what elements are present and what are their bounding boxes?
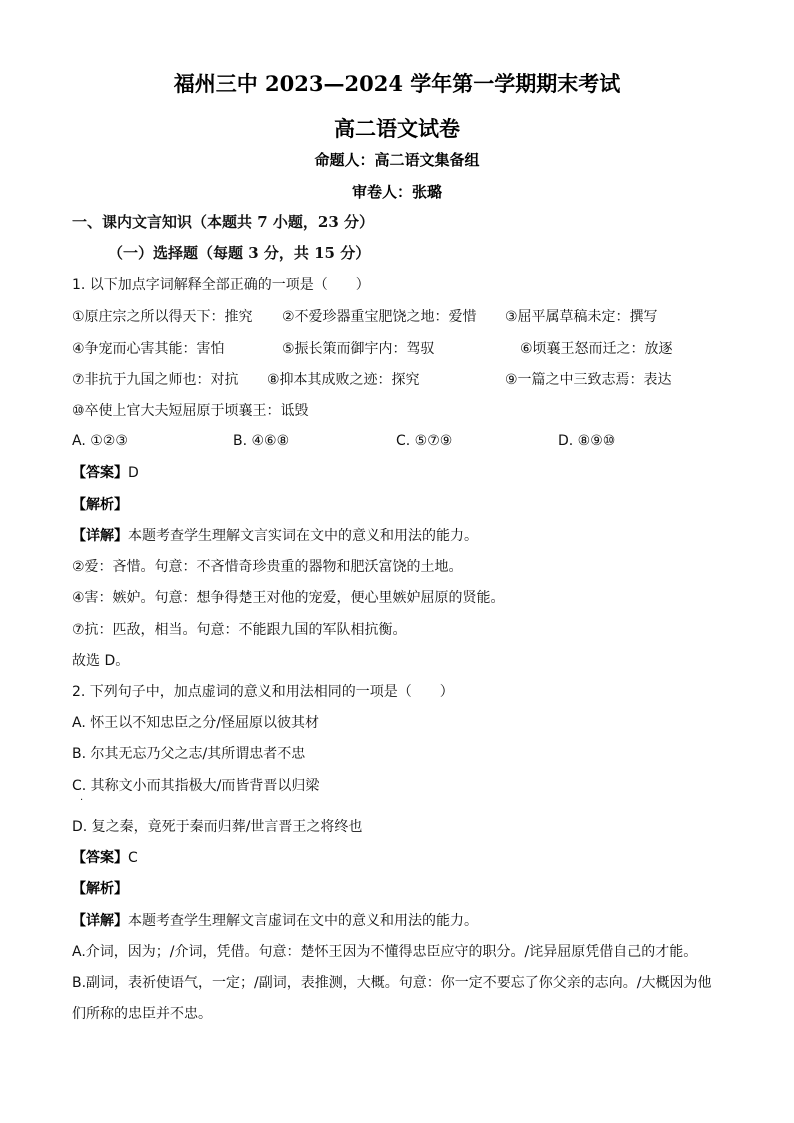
q1-answer-line — [72, 464, 139, 482]
analysis-label: 【解析】 — [72, 881, 128, 897]
detail-tag: 【详解】 — [72, 528, 128, 544]
q2-option-d: D. 复之秦，竟死于秦而归葬/世言晋王之将终也 — [72, 819, 363, 835]
q1-item: ⑩卒使上官大夫短屈原于顷襄王：诋毁 — [72, 403, 309, 419]
q2-stem: 2. 下列句子中，加点虚词的意义和用法相同的一项是（ ） — [72, 684, 454, 700]
q1-item: ①原庄宗之所以得天下：推究 — [72, 309, 253, 325]
q1-note: ④害：嫉妒。句意：想争得楚王对他的宠爱，便心里嫉妒屈原的贤能。 — [72, 590, 505, 606]
subsection-heading: （一）选择题（每题 3 分，共 15 分） — [108, 244, 371, 262]
answer-tag: 【答案】 — [72, 850, 128, 866]
q1-item: ⑨一篇之中三致志焉：表达 — [505, 372, 672, 388]
q1-item: ⑥顷襄王怒而迁之：放逐 — [520, 341, 673, 357]
analysis-tag — [72, 496, 128, 514]
q1-item: ⑦非抗于九国之师也：对抗 — [72, 372, 239, 388]
q1-stem: 1. 以下加点字词解释全部正确的一项是（ ） — [72, 277, 370, 293]
answer-value: C — [128, 850, 138, 866]
q1-item: ③屈平属草稿未定：撰写 — [505, 309, 658, 325]
q1-note: ②爱：吝惜。句意：不吝惜奇珍贵重的器物和肥沃富饶的土地。 — [72, 559, 463, 575]
q1-option-a: A. ①②③ — [72, 433, 128, 449]
q2-note: B.副词，表祈使语气，一定；/副词，表推测，大概。句意：你一定不要忘了你父亲的志向。/大概因为他 — [72, 975, 712, 991]
q1-option-b: B. ④⑥⑧ — [233, 433, 290, 449]
q2-detail-line — [72, 912, 478, 930]
q1-detail-line — [72, 527, 478, 545]
q1-item: ②不爱珍器重宝肥饶之地：爱惜 — [282, 309, 477, 325]
q2-option-c: C. 其称文小而其指极大/而皆背晋以归梁 — [72, 778, 320, 794]
analysis-label: 【解析】 — [72, 497, 128, 513]
emphasis-dot: · — [80, 795, 84, 806]
detail-text: 本题考查学生理解文言实词在文中的意义和用法的能力。 — [128, 528, 478, 544]
q1-item: ④争宠而心害其能：害怕 — [72, 341, 225, 357]
q1-note: ⑦抗：匹敌，相当。句意：不能跟九国的军队相抗衡。 — [72, 622, 407, 638]
detail-text: 本题考查学生理解文言虚词在文中的意义和用法的能力。 — [128, 913, 478, 929]
reviewer-line: 审卷人：张璐 — [351, 183, 442, 201]
exam-subtitle: 高二语文试卷 — [334, 116, 460, 141]
q1-item: ⑧抑本其成败之迹：探究 — [267, 372, 420, 388]
q2-option-a: A. 怀王以不知忠臣之分/怪屈原以彼其材 — [72, 715, 319, 731]
section-heading: 一、课内文言知识（本题共 7 小题，23 分） — [72, 213, 374, 231]
q1-option-c: C. ⑤⑦⑨ — [396, 433, 453, 449]
q1-item: ⑤振长策而御宇内：驾驭 — [282, 341, 435, 357]
answer-value: D — [128, 465, 139, 481]
q2-option-b: B. 尔其无忘乃父之志/其所谓忠者不忠 — [72, 746, 306, 762]
q2-note: A.介词，因为；/介词，凭借。句意：楚怀王因为不懂得忠臣应守的职分。/诧异屈原凭借自己的才能。 — [72, 944, 698, 960]
answer-tag: 【答案】 — [72, 465, 128, 481]
q2-answer-line — [72, 849, 138, 867]
detail-tag: 【详解】 — [72, 913, 128, 929]
q2-note: 们所称的忠臣并不忠。 — [72, 1006, 212, 1022]
q1-option-d: D. ⑧⑨⑩ — [558, 433, 616, 449]
q1-conclusion: 故选 D。 — [72, 653, 130, 669]
exam-title: 福州三中 2023—2024 学年第一学期期末考试 — [173, 71, 621, 96]
author-line: 命题人：高二语文集备组 — [314, 151, 480, 169]
analysis-tag — [72, 880, 128, 898]
